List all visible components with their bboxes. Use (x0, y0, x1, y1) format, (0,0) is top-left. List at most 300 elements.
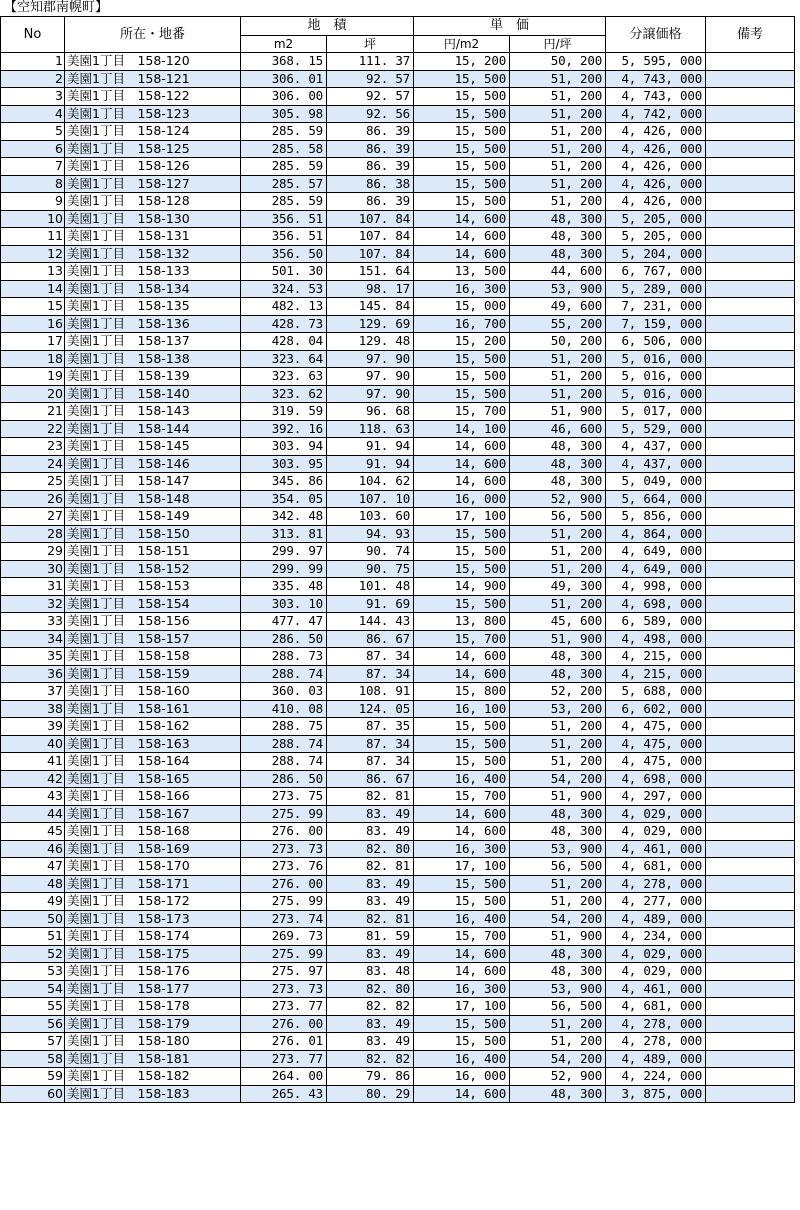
row-number: 47 (1, 858, 65, 876)
unit-price-m2: 15, 500 (414, 105, 510, 123)
area-tsubo: 107. 84 (327, 210, 414, 228)
area-tsubo: 82. 82 (327, 1050, 414, 1068)
lot-location: 美園1丁目 158-183 (65, 1085, 241, 1103)
unit-price-m2: 15, 700 (414, 403, 510, 421)
lot-location: 美園1丁目 158-176 (65, 963, 241, 981)
row-number: 43 (1, 788, 65, 806)
unit-price-tsubo: 51, 200 (510, 105, 606, 123)
unit-price-tsubo: 51, 200 (510, 543, 606, 561)
unit-price-tsubo: 54, 200 (510, 770, 606, 788)
unit-price-m2: 14, 600 (414, 945, 510, 963)
area-m2: 428. 73 (241, 315, 327, 333)
area-tsubo: 151. 64 (327, 263, 414, 281)
remarks-cell (706, 403, 795, 421)
sale-price: 4, 475, 000 (606, 735, 706, 753)
area-m2: 288. 74 (241, 753, 327, 771)
unit-price-tsubo: 55, 200 (510, 315, 606, 333)
table-row (1, 630, 795, 648)
area-tsubo: 91. 94 (327, 438, 414, 456)
area-m2: 288. 74 (241, 665, 327, 683)
sale-price: 4, 029, 000 (606, 945, 706, 963)
table-row (1, 770, 795, 788)
lot-location: 美園1丁目 158-156 (65, 613, 241, 631)
area-tsubo: 129. 48 (327, 333, 414, 351)
unit-price-m2: 14, 600 (414, 963, 510, 981)
area-m2: 303. 10 (241, 595, 327, 613)
sale-price: 4, 215, 000 (606, 648, 706, 666)
row-number: 17 (1, 333, 65, 351)
unit-price-m2: 15, 500 (414, 893, 510, 911)
area-m2: 269. 73 (241, 928, 327, 946)
unit-price-tsubo: 51, 200 (510, 88, 606, 106)
remarks-cell (706, 963, 795, 981)
area-tsubo: 97. 90 (327, 385, 414, 403)
table-row (1, 788, 795, 806)
area-m2: 299. 97 (241, 543, 327, 561)
table-row (1, 665, 795, 683)
lot-location: 美園1丁目 158-125 (65, 140, 241, 158)
remarks-cell (706, 88, 795, 106)
area-tsubo: 83. 48 (327, 963, 414, 981)
table-row (1, 385, 795, 403)
row-number: 40 (1, 735, 65, 753)
lot-location: 美園1丁目 158-130 (65, 210, 241, 228)
sale-price: 4, 297, 000 (606, 788, 706, 806)
remarks-cell (706, 1085, 795, 1103)
remarks-cell (706, 630, 795, 648)
area-m2: 285. 57 (241, 175, 327, 193)
unit-price-tsubo: 51, 200 (510, 140, 606, 158)
row-number: 22 (1, 420, 65, 438)
header-unit-price-m2: 円/m2 (414, 36, 510, 53)
sale-price: 4, 649, 000 (606, 543, 706, 561)
header-unit-price-tsubo: 円/坪 (510, 36, 606, 53)
lot-location: 美園1丁目 158-153 (65, 578, 241, 596)
area-tsubo: 91. 94 (327, 455, 414, 473)
row-number: 53 (1, 963, 65, 981)
unit-price-m2: 16, 400 (414, 910, 510, 928)
remarks-cell (706, 910, 795, 928)
row-number: 60 (1, 1085, 65, 1103)
remarks-cell (706, 945, 795, 963)
sale-price: 4, 743, 000 (606, 70, 706, 88)
sale-price: 4, 489, 000 (606, 1050, 706, 1068)
table-row (1, 158, 795, 176)
remarks-cell (706, 455, 795, 473)
remarks-cell (706, 53, 795, 71)
area-m2: 345. 86 (241, 473, 327, 491)
row-number: 36 (1, 665, 65, 683)
header-area-tsubo: 坪 (327, 36, 414, 53)
area-m2: 323. 63 (241, 368, 327, 386)
area-m2: 319. 59 (241, 403, 327, 421)
remarks-cell (706, 788, 795, 806)
row-number: 57 (1, 1033, 65, 1051)
area-tsubo: 83. 49 (327, 893, 414, 911)
row-number: 12 (1, 245, 65, 263)
unit-price-m2: 14, 600 (414, 1085, 510, 1103)
sale-price: 4, 224, 000 (606, 1068, 706, 1086)
unit-price-m2: 16, 000 (414, 490, 510, 508)
row-number: 26 (1, 490, 65, 508)
row-number: 58 (1, 1050, 65, 1068)
sale-price: 4, 437, 000 (606, 438, 706, 456)
area-tsubo: 83. 49 (327, 875, 414, 893)
table-row (1, 1033, 795, 1051)
remarks-cell (706, 823, 795, 841)
area-tsubo: 103. 60 (327, 508, 414, 526)
area-m2: 306. 00 (241, 88, 327, 106)
table-row (1, 998, 795, 1016)
unit-price-tsubo: 51, 900 (510, 928, 606, 946)
unit-price-tsubo: 46, 600 (510, 420, 606, 438)
row-number: 32 (1, 595, 65, 613)
row-number: 25 (1, 473, 65, 491)
area-m2: 273. 77 (241, 1050, 327, 1068)
area-tsubo: 124. 05 (327, 700, 414, 718)
unit-price-tsubo: 51, 200 (510, 893, 606, 911)
remarks-cell (706, 665, 795, 683)
table-row (1, 840, 795, 858)
header-location: 所在・地番 (65, 17, 241, 53)
area-tsubo: 86. 67 (327, 630, 414, 648)
row-number: 39 (1, 718, 65, 736)
unit-price-m2: 15, 700 (414, 788, 510, 806)
sale-price: 5, 289, 000 (606, 280, 706, 298)
row-number: 5 (1, 123, 65, 141)
table-row (1, 543, 795, 561)
unit-price-m2: 15, 500 (414, 875, 510, 893)
table-row (1, 210, 795, 228)
area-tsubo: 87. 34 (327, 665, 414, 683)
remarks-cell (706, 718, 795, 736)
area-tsubo: 87. 34 (327, 648, 414, 666)
remarks-cell (706, 875, 795, 893)
sale-price: 6, 506, 000 (606, 333, 706, 351)
lot-location: 美園1丁目 158-138 (65, 350, 241, 368)
lot-location: 美園1丁目 158-143 (65, 403, 241, 421)
remarks-cell (706, 508, 795, 526)
remarks-cell (706, 368, 795, 386)
unit-price-m2: 15, 500 (414, 193, 510, 211)
unit-price-tsubo: 49, 300 (510, 578, 606, 596)
lot-location: 美園1丁目 158-134 (65, 280, 241, 298)
unit-price-tsubo: 51, 200 (510, 350, 606, 368)
lot-location: 美園1丁目 158-177 (65, 980, 241, 998)
unit-price-tsubo: 51, 900 (510, 403, 606, 421)
table-row (1, 175, 795, 193)
unit-price-m2: 15, 500 (414, 158, 510, 176)
remarks-cell (706, 1068, 795, 1086)
remarks-cell (706, 560, 795, 578)
table-row (1, 438, 795, 456)
unit-price-m2: 13, 500 (414, 263, 510, 281)
unit-price-m2: 15, 500 (414, 368, 510, 386)
area-tsubo: 86. 39 (327, 193, 414, 211)
sale-price: 5, 017, 000 (606, 403, 706, 421)
unit-price-m2: 15, 500 (414, 88, 510, 106)
area-tsubo: 87. 34 (327, 753, 414, 771)
area-m2: 482. 13 (241, 298, 327, 316)
table-row (1, 263, 795, 281)
row-number: 18 (1, 350, 65, 368)
area-tsubo: 82. 82 (327, 998, 414, 1016)
area-tsubo: 87. 34 (327, 735, 414, 753)
table-row (1, 53, 795, 71)
unit-price-tsubo: 48, 300 (510, 245, 606, 263)
row-number: 50 (1, 910, 65, 928)
area-tsubo: 83. 49 (327, 945, 414, 963)
unit-price-m2: 14, 600 (414, 210, 510, 228)
table-row (1, 245, 795, 263)
sale-price: 4, 743, 000 (606, 88, 706, 106)
area-m2: 342. 48 (241, 508, 327, 526)
lot-location: 美園1丁目 158-123 (65, 105, 241, 123)
lot-location: 美園1丁目 158-152 (65, 560, 241, 578)
area-m2: 313. 81 (241, 525, 327, 543)
row-number: 55 (1, 998, 65, 1016)
table-row (1, 140, 795, 158)
remarks-cell (706, 543, 795, 561)
area-tsubo: 83. 49 (327, 823, 414, 841)
unit-price-tsubo: 51, 900 (510, 630, 606, 648)
area-m2: 303. 94 (241, 438, 327, 456)
unit-price-tsubo: 53, 900 (510, 280, 606, 298)
row-number: 20 (1, 385, 65, 403)
area-m2: 276. 00 (241, 1015, 327, 1033)
area-tsubo: 82. 81 (327, 788, 414, 806)
area-tsubo: 118. 63 (327, 420, 414, 438)
remarks-cell (706, 1015, 795, 1033)
remarks-cell (706, 228, 795, 246)
unit-price-tsubo: 44, 600 (510, 263, 606, 281)
header-no: No (1, 17, 65, 53)
header-remarks: 備考 (706, 17, 795, 53)
remarks-cell (706, 1033, 795, 1051)
table-row (1, 700, 795, 718)
table-row (1, 280, 795, 298)
unit-price-m2: 15, 200 (414, 53, 510, 71)
unit-price-m2: 14, 600 (414, 455, 510, 473)
table-row (1, 228, 795, 246)
area-m2: 275. 97 (241, 963, 327, 981)
remarks-cell (706, 858, 795, 876)
unit-price-m2: 15, 500 (414, 140, 510, 158)
table-row (1, 753, 795, 771)
lot-location: 美園1丁目 158-133 (65, 263, 241, 281)
unit-price-m2: 16, 000 (414, 1068, 510, 1086)
area-m2: 286. 50 (241, 770, 327, 788)
unit-price-m2: 14, 600 (414, 228, 510, 246)
lot-location: 美園1丁目 158-164 (65, 753, 241, 771)
unit-price-m2: 15, 500 (414, 1033, 510, 1051)
table-row (1, 945, 795, 963)
unit-price-m2: 15, 500 (414, 560, 510, 578)
table-row (1, 683, 795, 701)
sale-price: 4, 698, 000 (606, 595, 706, 613)
area-m2: 335. 48 (241, 578, 327, 596)
area-tsubo: 129. 69 (327, 315, 414, 333)
area-tsubo: 98. 17 (327, 280, 414, 298)
area-tsubo: 79. 86 (327, 1068, 414, 1086)
table-row (1, 875, 795, 893)
row-number: 46 (1, 840, 65, 858)
remarks-cell (706, 490, 795, 508)
unit-price-m2: 14, 600 (414, 648, 510, 666)
area-m2: 273. 75 (241, 788, 327, 806)
unit-price-m2: 15, 700 (414, 630, 510, 648)
sale-price: 4, 437, 000 (606, 455, 706, 473)
header-unit-price: 単 価 (414, 17, 606, 36)
row-number: 1 (1, 53, 65, 71)
area-tsubo: 145. 84 (327, 298, 414, 316)
area-m2: 285. 59 (241, 123, 327, 141)
remarks-cell (706, 298, 795, 316)
sale-price: 4, 426, 000 (606, 158, 706, 176)
area-m2: 410. 08 (241, 700, 327, 718)
header-sale-price: 分譲価格 (606, 17, 706, 53)
remarks-cell (706, 998, 795, 1016)
row-number: 51 (1, 928, 65, 946)
table-row (1, 508, 795, 526)
area-tsubo: 92. 57 (327, 88, 414, 106)
unit-price-m2: 17, 100 (414, 858, 510, 876)
unit-price-tsubo: 48, 300 (510, 805, 606, 823)
row-number: 35 (1, 648, 65, 666)
lot-location: 美園1丁目 158-172 (65, 893, 241, 911)
sale-price: 4, 498, 000 (606, 630, 706, 648)
unit-price-m2: 14, 100 (414, 420, 510, 438)
sale-price: 4, 649, 000 (606, 560, 706, 578)
area-tsubo: 82. 81 (327, 858, 414, 876)
unit-price-m2: 14, 600 (414, 245, 510, 263)
table-row (1, 70, 795, 88)
sale-price: 5, 205, 000 (606, 210, 706, 228)
table-row (1, 105, 795, 123)
area-m2: 501. 30 (241, 263, 327, 281)
table-row (1, 193, 795, 211)
table-row (1, 578, 795, 596)
table-row (1, 858, 795, 876)
row-number: 9 (1, 193, 65, 211)
remarks-cell (706, 70, 795, 88)
table-row (1, 963, 795, 981)
row-number: 2 (1, 70, 65, 88)
sale-price: 6, 767, 000 (606, 263, 706, 281)
row-number: 44 (1, 805, 65, 823)
table-row (1, 595, 795, 613)
area-tsubo: 86. 67 (327, 770, 414, 788)
table-row (1, 910, 795, 928)
unit-price-tsubo: 56, 500 (510, 998, 606, 1016)
row-number: 24 (1, 455, 65, 473)
unit-price-m2: 15, 500 (414, 543, 510, 561)
area-m2: 392. 16 (241, 420, 327, 438)
sale-price: 5, 016, 000 (606, 385, 706, 403)
unit-price-tsubo: 51, 900 (510, 788, 606, 806)
lot-location: 美園1丁目 158-145 (65, 438, 241, 456)
remarks-cell (706, 140, 795, 158)
lot-location: 美園1丁目 158-181 (65, 1050, 241, 1068)
unit-price-m2: 16, 400 (414, 770, 510, 788)
lot-location: 美園1丁目 158-151 (65, 543, 241, 561)
lot-location: 美園1丁目 158-144 (65, 420, 241, 438)
area-m2: 323. 64 (241, 350, 327, 368)
unit-price-m2: 16, 100 (414, 700, 510, 718)
table-row (1, 1015, 795, 1033)
row-number: 3 (1, 88, 65, 106)
row-number: 19 (1, 368, 65, 386)
remarks-cell (706, 473, 795, 491)
row-number: 41 (1, 753, 65, 771)
area-tsubo: 104. 62 (327, 473, 414, 491)
sale-price: 3, 875, 000 (606, 1085, 706, 1103)
lot-location: 美園1丁目 158-157 (65, 630, 241, 648)
sale-price: 4, 681, 000 (606, 998, 706, 1016)
unit-price-tsubo: 50, 200 (510, 333, 606, 351)
area-m2: 265. 43 (241, 1085, 327, 1103)
area-tsubo: 90. 75 (327, 560, 414, 578)
area-tsubo: 80. 29 (327, 1085, 414, 1103)
area-tsubo: 83. 49 (327, 1015, 414, 1033)
area-m2: 264. 00 (241, 1068, 327, 1086)
area-tsubo: 107. 10 (327, 490, 414, 508)
table-row (1, 823, 795, 841)
row-number: 7 (1, 158, 65, 176)
unit-price-m2: 14, 900 (414, 578, 510, 596)
lot-location: 美園1丁目 158-180 (65, 1033, 241, 1051)
sale-price: 4, 864, 000 (606, 525, 706, 543)
row-number: 30 (1, 560, 65, 578)
remarks-cell (706, 315, 795, 333)
remarks-cell (706, 1050, 795, 1068)
area-m2: 273. 73 (241, 840, 327, 858)
unit-price-tsubo: 52, 200 (510, 683, 606, 701)
area-m2: 299. 99 (241, 560, 327, 578)
remarks-cell (706, 350, 795, 368)
sale-price: 4, 475, 000 (606, 718, 706, 736)
table-row (1, 980, 795, 998)
area-m2: 305. 98 (241, 105, 327, 123)
table-row (1, 420, 795, 438)
table-row (1, 1068, 795, 1086)
unit-price-tsubo: 48, 300 (510, 945, 606, 963)
table-row (1, 1050, 795, 1068)
area-tsubo: 101. 48 (327, 578, 414, 596)
unit-price-tsubo: 48, 300 (510, 473, 606, 491)
unit-price-m2: 15, 500 (414, 70, 510, 88)
table-row (1, 298, 795, 316)
area-m2: 360. 03 (241, 683, 327, 701)
remarks-cell (706, 770, 795, 788)
lot-location: 美園1丁目 158-137 (65, 333, 241, 351)
remarks-cell (706, 893, 795, 911)
area-tsubo: 86. 39 (327, 140, 414, 158)
sale-price: 4, 426, 000 (606, 175, 706, 193)
unit-price-tsubo: 51, 200 (510, 123, 606, 141)
sale-price: 4, 698, 000 (606, 770, 706, 788)
area-m2: 276. 00 (241, 823, 327, 841)
header-area: 地 積 (241, 17, 414, 36)
lot-location: 美園1丁目 158-121 (65, 70, 241, 88)
row-number: 56 (1, 1015, 65, 1033)
lot-location: 美園1丁目 158-122 (65, 88, 241, 106)
row-number: 28 (1, 525, 65, 543)
table-row (1, 613, 795, 631)
unit-price-tsubo: 51, 200 (510, 718, 606, 736)
remarks-cell (706, 385, 795, 403)
table-row (1, 648, 795, 666)
